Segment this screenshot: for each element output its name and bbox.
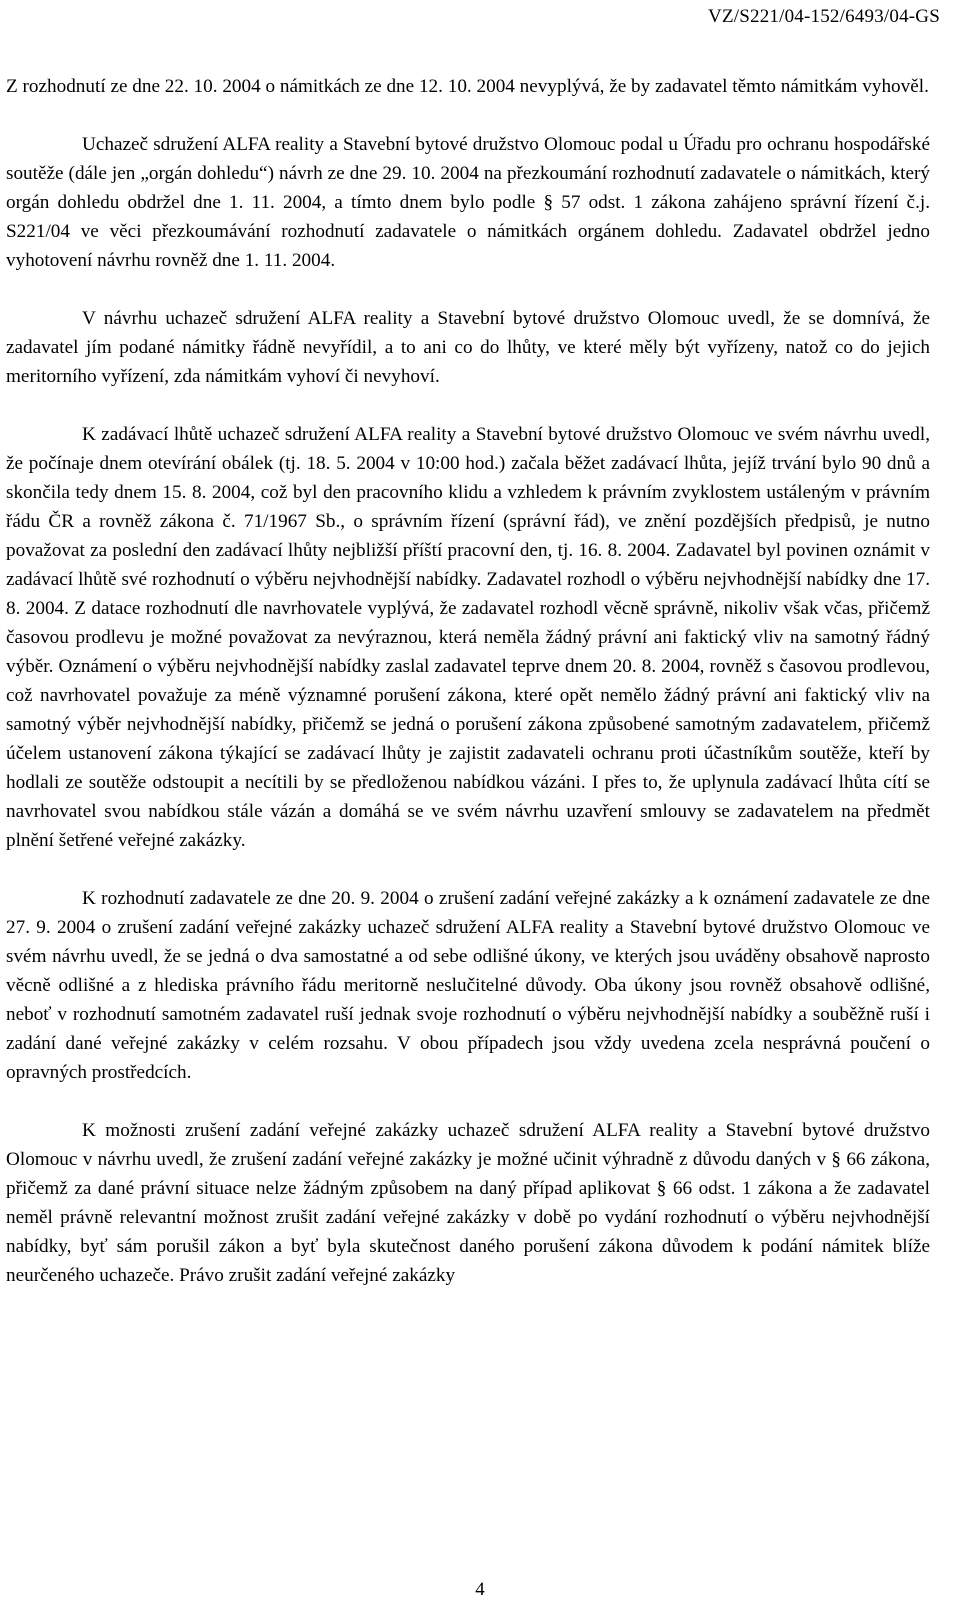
paragraph-proposal-claims: V návrhu uchazeč sdružení ALFA reality a Stavební bytové družstvo Olomouc uvedl, že se domnívá, že zadavatel jím podané námitky řádně nevyřídil, a to ani co do lhůty, ve které měly být vyřízeny, natož co do jejich meritorního vyřízení, zda námitkám vyhoví či nevyhoví. xyxy=(6,308,930,387)
paragraph-proposal-submission: Uchazeč sdružení ALFA reality a Stavební bytové družstvo Olomouc podal u Úřadu pro ochranu hospodářské soutěže (dále jen „orgán dohledu“) návrh ze dne 29. 10. 2004 na přezkoumání rozhodnutí zadavatele o námitkách, který orgán dohledu obdržel dne 1. 11. 2004, a tímto dnem bylo podle § 57 odst. 1 zákona zahájeno správní řízení č.j. S221/04 ve věci přezkoumávání rozhodnutí zadavatele o námitkách orgánem dohledu. Zadavatel obdržel jedno vyhotovení návrhu rovněž dne 1. 11. 2004. xyxy=(6,134,930,271)
paragraph-cancellation-possibility: K možnosti zrušení zadání veřejné zakázky uchazeč sdružení ALFA reality a Stavební bytové družstvo Olomouc v návrhu uvedl, že zrušení zadání veřejné zakázky je možné učinit výhradně z důvodu daných v § 66 zákona, přičemž za dané právní situace nelze žádným způsobem na daný případ aplikovat § 66 odst. 1 zákona a že zadavatel neměl právně relevantní možnost zrušit zadání veřejné zakázky v době po vydání rozhodnutí o výběru nejvhodnější nabídky, byť sám porušil zákon a byť byla skutečnost daného porušení zákona důvodem k podání námitek blíže neurčeného uchazeče. Právo zrušit zadání veřejné zakázky xyxy=(6,1120,930,1286)
document-reference-number: VZ/S221/04-152/6493/04-GS xyxy=(708,6,940,27)
page-number: 4 xyxy=(475,1579,485,1600)
paragraph-cancellation-decision: K rozhodnutí zadavatele ze dne 20. 9. 2004 o zrušení zadání veřejné zakázky a k oznámení zadavatele ze dne 27. 9. 2004 o zrušení zadání veřejné zakázky uchazeč sdružení ALFA reality a Stavební bytové družstvo Olomouc ve svém návrhu uvedl, že se jedná o dva samostatné a od sebe odlišné úkony, ve kterých jsou uváděny obsahově naprosto věcně odlišné a z hlediska právního řádu meritorně neslučitelné důvody. Oba úkony jsou rovněž obsahově odlišné, neboť v rozhodnutí samotném zadavatel ruší jednak svoje rozhodnutí o výběru nejvhodnější nabídky a souběžně ruší i zadání dané veřejné zakázky v celém rozsahu. V obou případech jsou vždy uvedena zcela nesprávná poučení o opravných prostředcích. xyxy=(6,888,930,1083)
document-body xyxy=(6,72,930,1319)
paragraph-tender-period: K zadávací lhůtě uchazeč sdružení ALFA reality a Stavební bytové družstvo Olomouc ve svém návrhu uvedl, že počínaje dnem otevírání obálek (tj. 18. 5. 2004 v 10:00 hod.) začala běžet zadávací lhůta, jejíž trvání bylo 90 dnů a skončila tedy dnem 15. 8. 2004, což byl den pracovního klidu a vzhledem k právním zvyklostem ustáleným v právním řádu ČR a rovněž zákona č. 71/1967 Sb., o správním řízení (správní řád), ve znění pozdějších předpisů, je nutno považovat za poslední den zadávací lhůty nejbližší příští pracovní den, tj. 16. 8. 2004. Zadavatel byl povinen oznámit v zadávací lhůtě své rozhodnutí o výběru nejvhodnější nabídky. Zadavatel rozhodl o výběru nejvhodnější nabídky dne 17. 8. 2004. Z datace rozhodnutí dle navrhovatele vyplývá, že zadavatel rozhodl věcně správně, nikoliv však včas, přičemž časovou prodlevu je možné považovat za nevýraznou, která neměla žádný právní ani faktický vliv na samotný řádný výběr. Oznámení o výběru nejvhodnější nabídky zaslal zadavatel teprve dnem 20. 8. 2004, rovněž s časovou prodlevou, což navrhovatel považuje za méně významné porušení zákona, které opět nemělo žádný právní ani faktický vliv na samotný výběr nejvhodnější nabídky, přičemž se jedná o porušení zákona způsobené samotným zadavatelem, přičemž účelem ustanovení zákona týkající se zadávací lhůty je zajistit zadavateli ochranu proti účastníkům soutěže, kteří by hodlali ze soutěže odstoupit a necítili by se předloženou nabídkou vázáni. I přes to, že uplynula zadávací lhůta cítí se navrhovatel svou nabídkou stále vázán a domáhá se ve svém návrhu uzavření smlouvy se zadavatelem na předmět plnění šetřené veřejné zakázky. xyxy=(6,424,930,851)
paragraph-objections-decision: Z rozhodnutí ze dne 22. 10. 2004 o námitkách ze dne 12. 10. 2004 nevyplývá, že by zadavatel těmto námitkám vyhověl. xyxy=(6,76,929,97)
